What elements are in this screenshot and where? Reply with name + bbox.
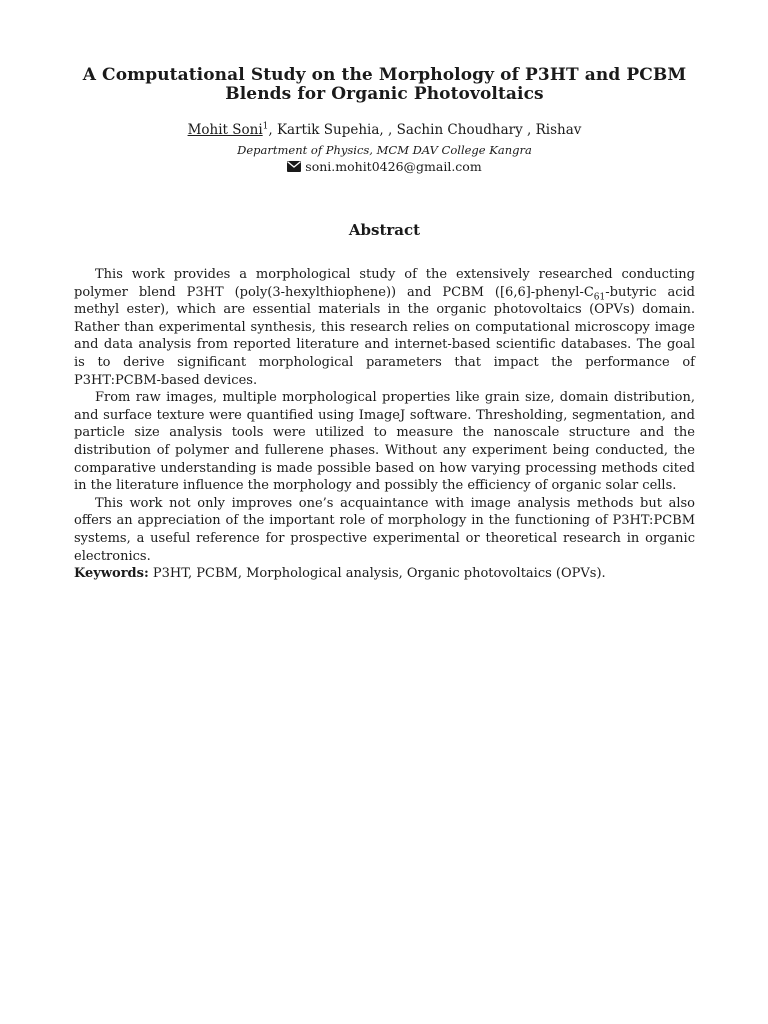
contact-email (74, 159, 695, 176)
keywords (74, 565, 695, 583)
abstract-p1-text-a: This work provides a morphological study of the extensively researched conducting polymer blend P3HT (poly(3-hexylthiophene)) and PCBM ([6,6]-phenyl-C (74, 267, 695, 300)
keywords-label: Keywords: (74, 566, 149, 582)
affiliation: Department of Physics, MCM DAV College Kangra (237, 143, 532, 157)
keywords-text: P3HT, PCBM, Morphological analysis, Organic photovoltaics (OPVs). (148, 566, 606, 582)
author-list (74, 121, 695, 139)
abstract-p1-subscript: 61 (593, 292, 606, 303)
paper-page (74, 66, 695, 583)
email-address: soni.mohit0426@gmail.com (305, 159, 482, 174)
first-author: Mohit Soni (187, 122, 263, 138)
abstract-heading: Abstract (348, 221, 421, 239)
envelope-icon (287, 160, 301, 176)
title-line-1: A Computational Study on the Morphology of P3HT and PCBM (82, 65, 687, 85)
abstract-paragraph-3: This work not only improves one’s acquaintance with image analysis methods but also offers an appreciation of the important role of morphology in the functioning of P3HT:PCBM systems, a useful reference for prospective experimental or theoretical research in organic electronics. (74, 495, 695, 564)
paper-title (74, 66, 695, 104)
other-authors: , Kartik Supehia, , Sachin Choudhary , Rishav (268, 122, 582, 138)
abstract-p1-text-b: -butyric acid methyl ester), which are essential materials in the organic photovoltaics (OPVs) domain. Rather than experimental synthesis, this research relies on computational microscopy image and data analysis from reported literature and internet-based scientific databases. The goal is to derive significant morphological parameters that impact the performance of P3HT:PCBM-based devices. (74, 284, 696, 388)
abstract-paragraph-1 (74, 266, 695, 389)
title-line-2: Blends for Organic Photovoltaics (225, 84, 544, 104)
author-superscript: 1 (262, 121, 269, 132)
abstract-paragraph-2: From raw images, multiple morphological properties like grain size, domain distribution, and surface texture were quantified using ImageJ software. Thresholding, segmentation, and particle size analysis tools were utilized to measure the nanoscale structure and the distribution of polymer and fullerene phases. Without any experiment being conducted, the comparative understanding is made possible based on how varying processing methods cited in the literature influence the morphology and possibly the efficiency of organic solar cells. (74, 390, 695, 494)
abstract-body (74, 266, 695, 565)
